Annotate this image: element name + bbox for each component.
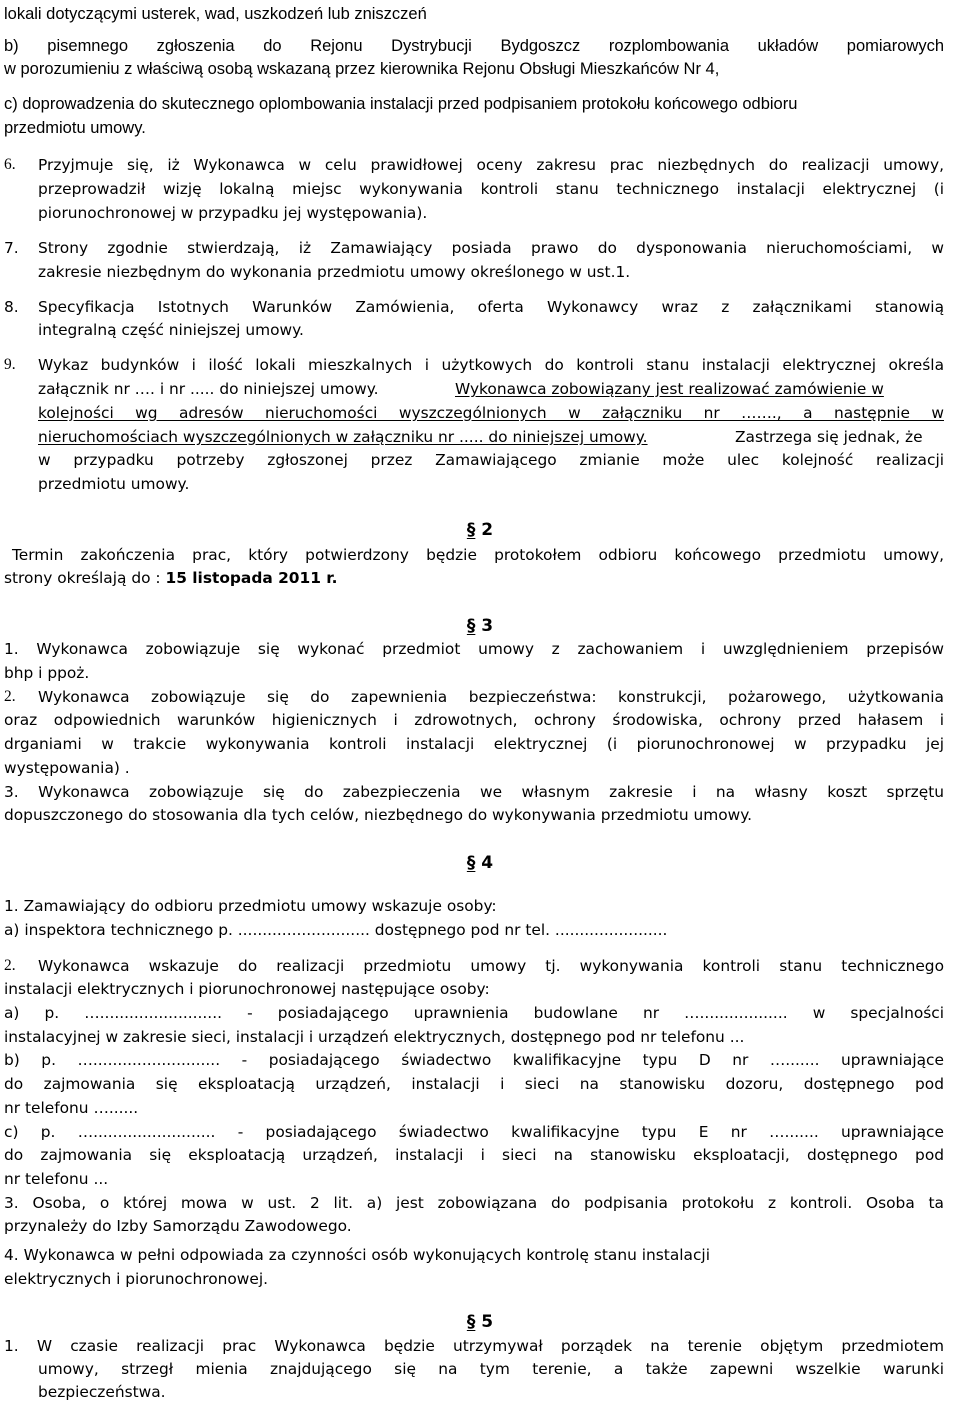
paragraph-line: integralną część niniejszej umowy. bbox=[38, 321, 304, 339]
paragraph-line: a) p. …......................... - posiadającego uprawnienia budowlane nr ….................. w specjalności bbox=[4, 1004, 944, 1022]
intro-line: w porozumieniu z właściwą osobą wskazaną przez kierownika Rejonu Obsługi Mieszkańców Nr 4, bbox=[4, 60, 720, 78]
section-sign: § bbox=[466, 853, 476, 873]
paragraph-line: do zajmowania się eksploatacją urządzeń, instalacji i sieci na stanowisku dozoru, dostępnego pod bbox=[4, 1075, 944, 1093]
section-number: 5 bbox=[481, 1312, 494, 1332]
deadline-date: 15 listopada 2011 r. bbox=[165, 569, 338, 587]
intro-line: przedmiotu umowy. bbox=[4, 119, 146, 137]
paragraph-line: a) inspektora technicznego p. ........................... dostępnego pod nr tel. ....................... bbox=[4, 921, 668, 939]
deadline-label: strony określają do : bbox=[4, 569, 161, 587]
paragraph-line: do zajmowania się eksploatacją urządzeń, instalacji i sieci na stanowisku eksploatacji, dostępnego pod bbox=[4, 1146, 944, 1164]
underlined-text: kolejności wg adresów nieruchomości wyszczególnionych w załączniku nr ……., a następnie w bbox=[38, 404, 944, 422]
paragraph-line: bhp i ppoż. bbox=[4, 664, 90, 682]
section-number: 2 bbox=[481, 520, 494, 540]
paragraph-line: 4. Wykonawca w pełni odpowiada za czynności osób wykonujących kontrolę stanu instalacji bbox=[4, 1246, 710, 1264]
paragraph-line: oraz odpowiednich warunków higienicznych i zdrowotnych, ochrony środowiska, ochrony przed hałasem i bbox=[4, 711, 944, 729]
paragraph-line: występowania) . bbox=[4, 759, 130, 777]
paragraph-number: 8. bbox=[4, 298, 19, 316]
section-sign: § bbox=[466, 1312, 476, 1332]
paragraph-line: Wykonawca wskazuje do realizacji przedmiotu umowy tj. wykonywania kontroli stanu technicznego bbox=[38, 957, 944, 975]
section-heading bbox=[0, 853, 960, 873]
paragraph-line: dopuszczonego do stosowania dla tych celów, niezbędnego do wykonywania przedmiotu umowy. bbox=[4, 806, 753, 824]
paragraph-line: drganiami w trakcie wykonywania kontroli instalacji elektrycznej (i piorunochronowej w przypadku jej bbox=[4, 735, 944, 753]
paragraph-line: instalacji elektrycznych i piorunochronowej następujące osoby: bbox=[4, 980, 490, 998]
paragraph-line: 1. W czasie realizacji prac Wykonawca będzie utrzymywał porządek na terenie objętym przedmiotem bbox=[4, 1337, 944, 1355]
paragraph-line: Wykonawca zobowiązuje się do zapewnienia bezpieczeństwa: konstrukcji, pożarowego, użytkowania bbox=[38, 688, 944, 706]
paragraph-line: nr telefonu …...... bbox=[4, 1099, 139, 1117]
paragraph-line: załącznik nr …. i nr ..... do niniejszej umowy. bbox=[38, 380, 379, 398]
paragraph-line: Zastrzega się jednak, że bbox=[735, 428, 923, 446]
paragraph-line: 1. Zamawiający do odbioru przedmiotu umowy wskazuje osoby: bbox=[4, 897, 497, 915]
paragraph-line: elektrycznych i piorunochronowej. bbox=[4, 1270, 269, 1288]
paragraph-line: w przypadku potrzeby zgłoszonej przez Zamawiającego zmianie może ulec kolejność realizacji bbox=[38, 451, 944, 469]
paragraph-line: c) p. …......................... - posiadającego świadectwo kwalifikacyjne typu E nr …....... uprawniające bbox=[4, 1123, 944, 1141]
paragraph-number: 2. bbox=[4, 688, 16, 705]
section-heading bbox=[0, 520, 960, 540]
underlined-text: Wykonawca zobowiązany jest realizować zamówienie w bbox=[455, 380, 884, 398]
intro-line: lokali dotyczącymi usterek, wad, uszkodzeń lub zniszczeń bbox=[4, 5, 427, 23]
paragraph-line: Wykaz budynków i ilość lokali mieszkalnych i użytkowych do kontroli stanu instalacji elektrycznej określa bbox=[38, 356, 944, 374]
paragraph-line: Strony zgodnie stwierdzają, iż Zamawiający posiada prawo do dysponowania nieruchomościami, w bbox=[38, 239, 944, 257]
paragraph-number: 9. bbox=[4, 356, 16, 373]
paragraph-number: 2. bbox=[4, 957, 16, 974]
paragraph-line bbox=[4, 569, 338, 587]
section-sign: § bbox=[466, 616, 476, 636]
paragraph-line: przynależy do Izby Samorządu Zawodowego. bbox=[4, 1217, 352, 1235]
section-heading bbox=[0, 1312, 960, 1332]
section-number: 4 bbox=[481, 853, 494, 873]
paragraph-line: b) p. ….......................... - posiadającego świadectwo kwalifikacyjne typu D nr …....... uprawniające bbox=[4, 1051, 944, 1069]
paragraph-line: przeprowadził wizję lokalną miejsc wykonywania kontroli stanu technicznego instalacji elektrycznej (i bbox=[38, 180, 944, 198]
paragraph-line: piorunochronowej w przypadku jej występowania). bbox=[38, 204, 428, 222]
section-sign: § bbox=[466, 520, 476, 540]
paragraph-line: 3. Osoba, o której mowa w ust. 2 lit. a) jest zobowiązana do podpisania protokołu z kontroli. Osoba ta bbox=[4, 1194, 944, 1212]
section-number: 3 bbox=[481, 616, 494, 636]
paragraph-line: 3. Wykonawca zobowiązuje się do zabezpieczenia we własnym zakresie i na własny koszt sprzętu bbox=[4, 783, 944, 801]
section-heading bbox=[0, 616, 960, 636]
paragraph-line: 1. Wykonawca zobowiązuje się wykonać przedmiot umowy z zachowaniem i uwzględnieniem przepisów bbox=[4, 640, 944, 658]
intro-line: c) doprowadzenia do skutecznego oplombowania instalacji przed podpisaniem protokołu końcowego odbioru bbox=[4, 95, 798, 113]
paragraph-line: Przyjmuje się, iż Wykonawca w celu prawidłowej oceny zakresu prac niezbędnych do realizacji umowy, bbox=[38, 156, 944, 174]
paragraph-line: przedmiotu umowy. bbox=[38, 475, 190, 493]
paragraph-line: bezpieczeństwa. bbox=[38, 1383, 166, 1401]
paragraph-number: 6. bbox=[4, 156, 16, 173]
paragraph-line: instalacyjnej w zakresie sieci, instalacji i urządzeń elektrycznych, dostępnego pod nr telefonu ... bbox=[4, 1028, 745, 1046]
paragraph-number: 7. bbox=[4, 239, 19, 257]
paragraph-line: zakresie niezbędnym do wykonania przedmiotu umowy określonego w ust.1. bbox=[38, 263, 631, 281]
paragraph-line: Specyfikacja Istotnych Warunków Zamówienia, oferta Wykonawcy wraz z załącznikami stanowią bbox=[38, 298, 944, 316]
paragraph-line: nr telefonu ... bbox=[4, 1170, 109, 1188]
underlined-text: nieruchomościach wyszczególnionych w załączniku nr ..... do niniejszej umowy. bbox=[38, 428, 648, 446]
paragraph-line: Termin zakończenia prac, który potwierdzony będzie protokołem odbioru końcowego przedmiotu umowy, bbox=[12, 546, 944, 564]
intro-line: b) pisemnego zgłoszenia do Rejonu Dystrybucji Bydgoszcz rozplombowania układów pomiarowych bbox=[4, 37, 944, 55]
paragraph-line: umowy, strzegł mienia znajdującego się na tym terenie, a także zapewni wszelkie warunki bbox=[38, 1360, 944, 1378]
